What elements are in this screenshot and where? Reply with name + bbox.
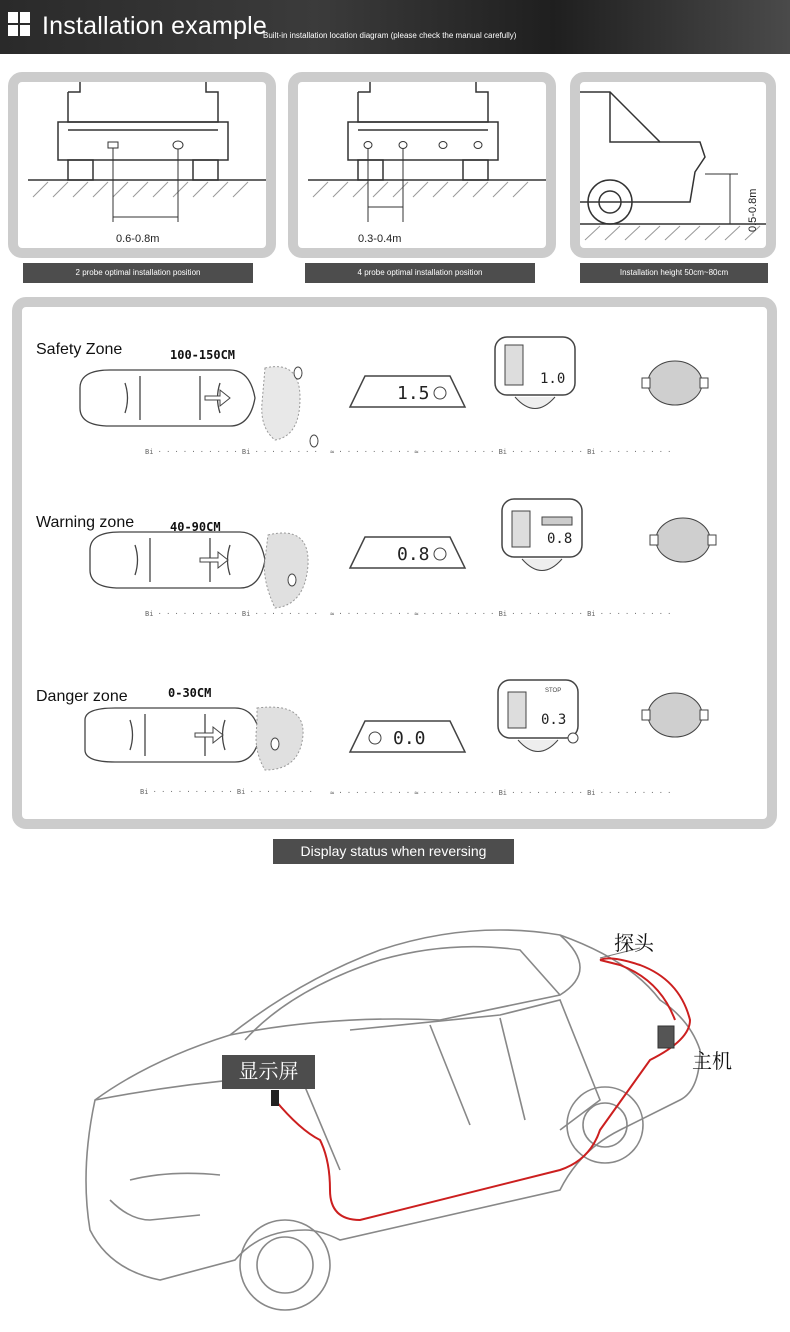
install-panel-2-probe <box>8 72 276 258</box>
bumper-readout-danger: 0.0 <box>393 728 426 749</box>
monitor-safety <box>490 335 580 420</box>
caption-4-probe: 4 probe optimal installation position <box>305 263 535 283</box>
bumper-readout-safety: 1.5 <box>397 383 430 404</box>
header-banner <box>0 0 790 54</box>
monitor-warning <box>497 497 587 582</box>
car-topview-danger <box>75 700 325 800</box>
svg-text:Bi · · · · · · · · · · Bi · ·: Bi · · · · · · · · · · Bi · · · · · · · · <box>145 448 318 456</box>
bumper-display-safety <box>345 372 470 412</box>
windows-icon <box>8 12 30 38</box>
zone-label-safety: Safety Zone <box>36 341 123 358</box>
measure-2-probe: 0.6-0.8m <box>116 233 160 245</box>
sensor-probe-danger <box>640 690 710 740</box>
zone-range-warning: 40-90CM <box>170 520 221 534</box>
zone-label-warning: Warning zone <box>36 514 135 531</box>
install-panel-4-probe <box>288 72 556 258</box>
measure-4-probe: 0.3-0.4m <box>358 233 402 245</box>
host-unit <box>658 1026 674 1048</box>
dotted-line-warning <box>330 607 700 619</box>
status-caption: Display status when reversing <box>273 839 514 864</box>
monitor-readout-danger: 0.3 <box>541 712 567 728</box>
side-car-height-diagram <box>580 82 766 248</box>
svg-text:≈ · · · · · · · · · ≈ · · · ·: ≈ · · · · · · · · · ≈ · · · · · · · · · Bi · · · · · · · · · Bi · · · · · · · · · <box>330 610 672 618</box>
install-panel-height <box>570 72 776 258</box>
dotted-line-danger <box>330 786 700 798</box>
dotted-line-safety <box>330 445 700 457</box>
zone-label-danger: Danger zone <box>36 688 128 705</box>
monitor-readout-warning: 0.8 <box>547 531 573 547</box>
monitor-readout-safety: 1.0 <box>540 371 566 387</box>
page-title: Installation example <box>42 12 267 40</box>
bumper-display-danger <box>345 717 470 757</box>
svg-text:Bi · · · · · · · · · · Bi · ·: Bi · · · · · · · · · · Bi · · · · · · · · <box>145 610 318 618</box>
sensor-probe-warning <box>648 515 718 565</box>
monitor-danger <box>493 678 588 768</box>
zone-range-danger: 0-30CM <box>168 686 212 700</box>
host-label: 主机 <box>692 1051 732 1073</box>
rear-car-4-probe-diagram <box>298 82 546 248</box>
display-label: 显示屏 <box>222 1055 315 1089</box>
page-subtitle: Built-in installation location diagram (please check the manual carefully) <box>263 31 517 40</box>
sensor-probe-safety <box>640 358 710 408</box>
car-wiring-diagram <box>0 900 790 1332</box>
zone-range-safety: 100-150CM <box>170 348 236 362</box>
svg-text:≈ · · · · · · · · · ≈ · · · ·: ≈ · · · · · · · · · ≈ · · · · · · · · · Bi · · · · · · · · · Bi · · · · · · · · · <box>330 789 672 797</box>
monitor-stop-label: STOP <box>545 688 562 694</box>
bumper-readout-warning: 0.8 <box>397 544 430 565</box>
svg-text:≈ · · · · · · · · · ≈ · · · ·: ≈ · · · · · · · · · ≈ · · · · · · · · · Bi · · · · · · · · · Bi · · · · · · · · · <box>330 448 672 456</box>
probe-label: 探头 <box>614 933 654 955</box>
svg-text:Bi · · · · · · · · · · Bi · ·: Bi · · · · · · · · · · Bi · · · · · · · · <box>140 788 313 796</box>
car-topview-warning <box>80 520 330 620</box>
caption-height: Installation height 50cm~80cm <box>580 263 768 283</box>
bumper-display-warning <box>345 533 470 573</box>
car-topview-safety <box>70 358 320 458</box>
display-unit <box>271 1090 279 1106</box>
measure-height: 0.5-0.8m <box>747 188 759 232</box>
rear-car-2-probe-diagram <box>18 82 266 248</box>
caption-2-probe: 2 probe optimal installation position <box>23 263 253 283</box>
